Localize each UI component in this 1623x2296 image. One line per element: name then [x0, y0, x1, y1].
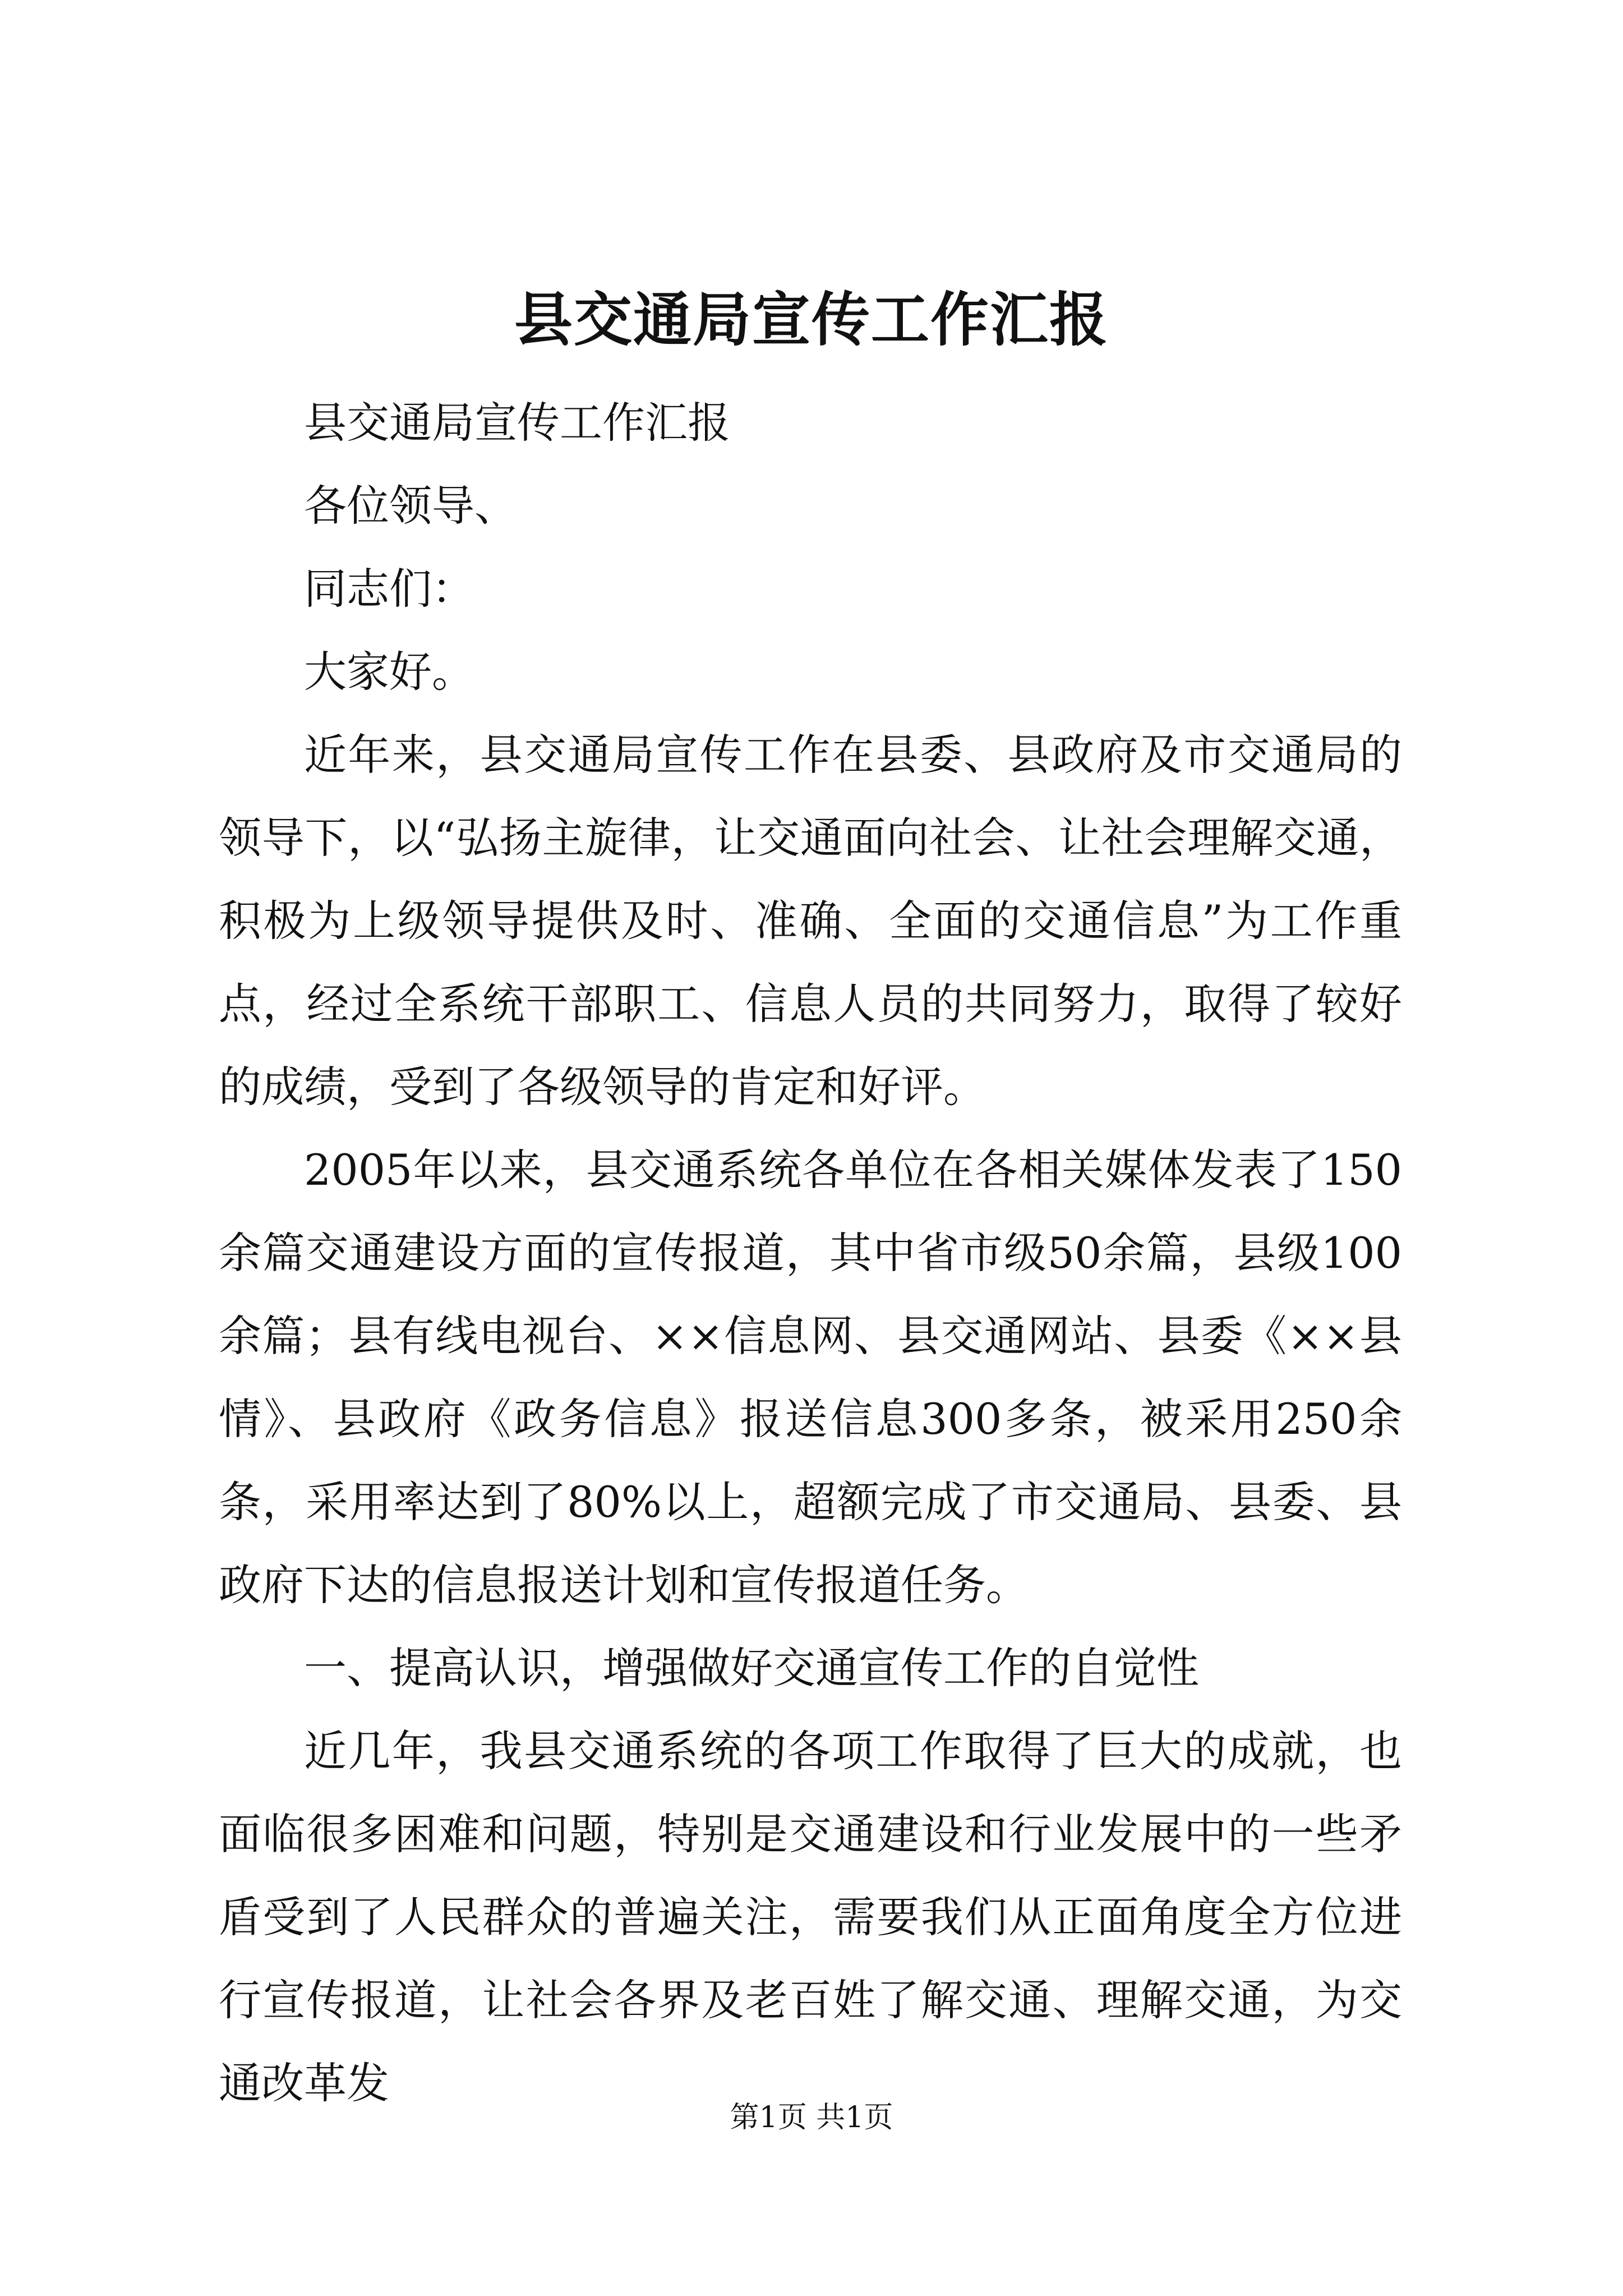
paragraph-greeting: 大家好。	[304, 647, 474, 697]
page-footer: 第1页 共1页	[730, 2101, 893, 2134]
paragraph-intro: 近年来，县交通局宣传工作在县委、县政府及市交通局的领导下，以“弘扬主旋律，让交通面向社会、让社会理解交通，积极为上级领导提供及时、准确、全面的交通信息”为工作重点，经过全系统干部职工、信息人员的共同努力，取得了较好的成绩，受到了各级领导的肯定和好评。	[219, 730, 1402, 1112]
document-body	[219, 381, 1402, 2125]
paragraph-statistics: 2005年以来，县交通系统各单位在各相关媒体发表了150余篇交通建设方面的宣传报道，其中省市级50余篇，县级100余篇；县有线电视台、××信息网、县交通网站、县委《××县情》、县政府《政务信息》报送信息300多条，被采用250余条，采用率达到了80%以上，超额完成了市交通局、县委、县政府下达的信息报送计划和宣传报道任务。	[219, 1145, 1402, 1610]
paragraph-salutation-comrades: 同志们：	[304, 564, 474, 614]
document-title: 县交通局宣传工作汇报	[514, 285, 1109, 354]
paragraph-salutation-leaders: 各位领导、	[304, 481, 517, 531]
section-heading-one: 一、提高认识，增强做好交通宣传工作的自觉性	[304, 1643, 1199, 1693]
paragraph-heading-repeat: 县交通局宣传工作汇报	[304, 398, 730, 448]
paragraph-section-one: 近几年，我县交通系统的各项工作取得了巨大的成就，也面临很多困难和问题，特别是交通建设和行业发展中的一些矛盾受到了人民群众的普遍关注，需要我们从正面角度全方位进行宣传报道，让社会各界及老百姓了解交通、理解交通，为交通改革发	[219, 1726, 1402, 2108]
